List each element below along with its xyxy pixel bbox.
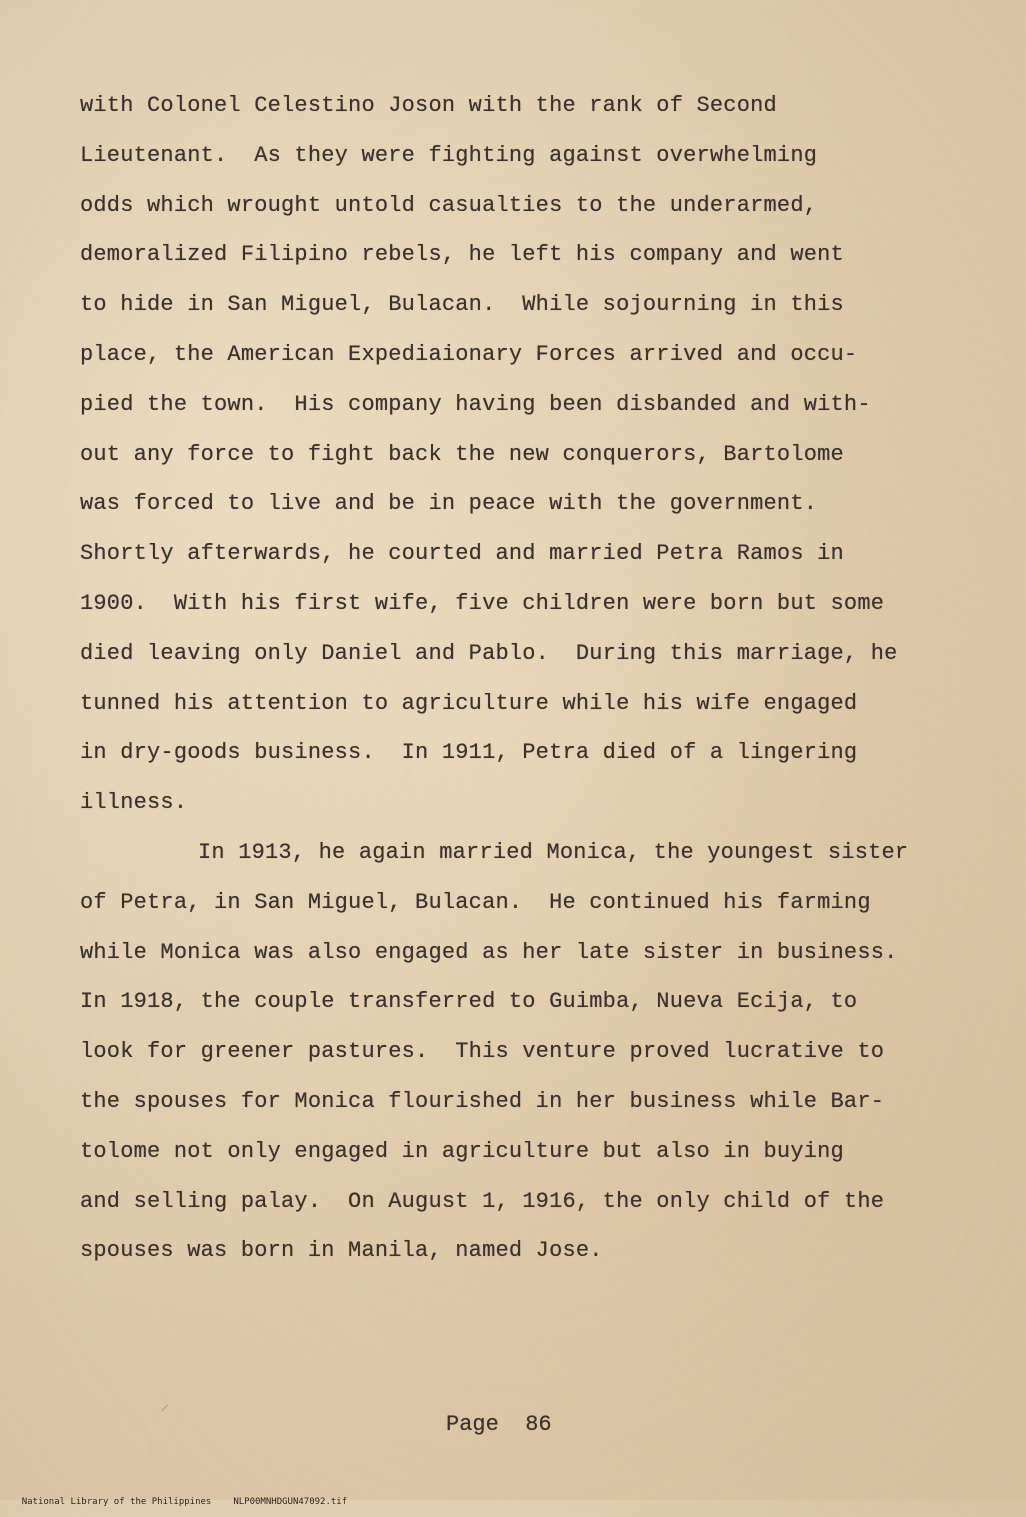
footer-library: National Library of the Philippines bbox=[21, 1497, 212, 1507]
text-line: in dry-goods business. In 1911, Petra died of a lingering bbox=[80, 740, 858, 766]
text-line: and selling palay. On August 1, 1916, the only child of the bbox=[80, 1188, 885, 1214]
footer-filename: NLP00MNHDGUN47092.tif bbox=[233, 1497, 348, 1507]
text-line: tunned his attention to agriculture while his wife engaged bbox=[80, 690, 858, 716]
text-line: odds which wrought untold casualties to the underarmed, bbox=[80, 192, 818, 218]
text-line: Shortly afterwards, he courted and married Petra Ramos in bbox=[80, 541, 844, 567]
text-line: was forced to live and be in peace with the government. bbox=[80, 491, 818, 517]
text-line: died leaving only Daniel and Pablo. During this marriage, he bbox=[80, 640, 898, 666]
text-line: while Monica was also engaged as her late sister in business. bbox=[80, 939, 898, 965]
text-line: with Colonel Celestino Joson with the rank of Second bbox=[80, 93, 777, 118]
text-line: the spouses for Monica flourished in her business while Bar- bbox=[80, 1088, 885, 1114]
text-line: look for greener pastures. This venture proved lucrative to bbox=[80, 1039, 885, 1065]
page-number: Page 86 bbox=[446, 1412, 552, 1437]
text-line-indented: In 1913, he again married Monica, the youngest sister bbox=[198, 839, 909, 865]
text-line: demoralized Filipino rebels, he left his company and went bbox=[80, 242, 844, 268]
text-line: pied the town. His company having been disbanded and with- bbox=[80, 391, 871, 417]
text-line: In 1918, the couple transferred to Guimba, Nueva Ecija, to bbox=[80, 989, 858, 1015]
stray-mark: ⸝ bbox=[160, 1396, 169, 1416]
text-line: illness. bbox=[80, 790, 188, 816]
text-line: tolome not only engaged in agriculture but also in buying bbox=[80, 1138, 844, 1164]
text-line: to hide in San Miguel, Bulacan. While sojourning in this bbox=[80, 292, 844, 318]
document-body bbox=[80, 88, 990, 1283]
text-line: out any force to fight back the new conquerors, Bartolome bbox=[80, 441, 844, 467]
text-line: of Petra, in San Miguel, Bulacan. He continued his farming bbox=[80, 889, 871, 915]
text-line: spouses was born in Manila, named Jose. bbox=[80, 1238, 603, 1264]
text-line: Lieutenant. As they were fighting against overwhelming bbox=[80, 142, 818, 168]
text-line: place, the American Expediaionary Forces arrived and occu- bbox=[80, 341, 858, 367]
scan-footer bbox=[0, 1487, 347, 1517]
text-line: 1900. With his first wife, five children were born but some bbox=[80, 590, 885, 616]
